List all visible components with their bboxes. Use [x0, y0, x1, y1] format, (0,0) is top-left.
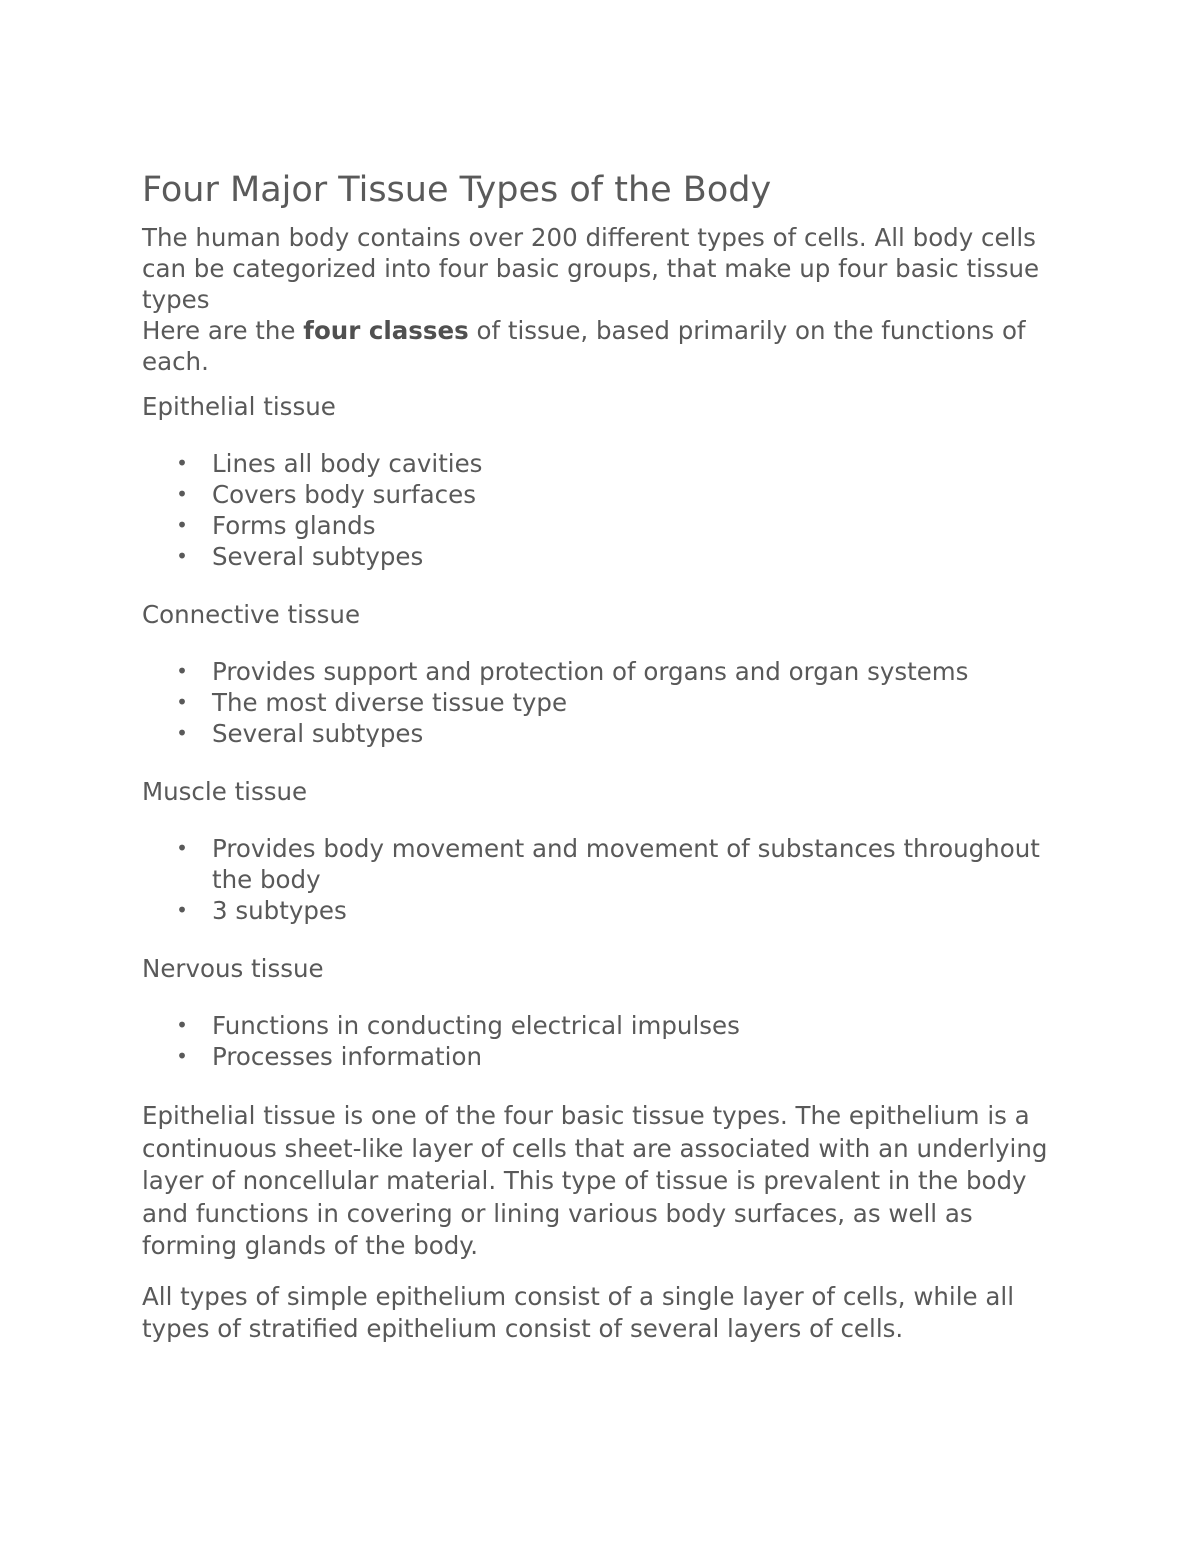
section-heading: Epithelial tissue [142, 392, 336, 421]
page-title: Four Major Tissue Types of the Body [142, 170, 772, 210]
document-page [142, 168, 1062, 1346]
list-item: • Provides support and protection of organs and organ systems [142, 656, 1062, 687]
bullet-list [142, 833, 1062, 926]
section-connective [142, 599, 1062, 749]
bullet-icon: • [176, 690, 188, 714]
bullet-icon: • [176, 659, 188, 683]
list-item: • Provides body movement and movement of substances throughout the body [142, 833, 1062, 895]
body-paragraph-epithelium: Epithelial tissue is one of the four basic tissue types. The epithelium is a continuous sheet-like layer of cells that are associated with an underlying layer of noncellular material. This type of tissue is prevalent in the body and functions in covering or lining various body surfaces, as well as forming glands of the body. [142, 1101, 1048, 1260]
list-item: • The most diverse tissue type [142, 687, 1062, 718]
intro-line-2-pre: Here are the [142, 316, 304, 345]
bullet-icon: • [176, 1013, 188, 1037]
section-heading: Connective tissue [142, 600, 361, 629]
bullet-list [142, 448, 1062, 572]
intro-line-1: The human body contains over 200 different types of cells. All body cells can be categorized into four basic groups, that make up four basic tissue types [142, 223, 1040, 314]
section-heading: Muscle tissue [142, 777, 308, 806]
section-muscle [142, 776, 1062, 926]
bullet-icon: • [176, 482, 188, 506]
intro-bold-four-classes: four classes [303, 316, 469, 345]
list-item: • Covers body surfaces [142, 479, 1062, 510]
bullet-icon: • [176, 721, 188, 745]
body-paragraph-simple-stratified: All types of simple epithelium consist of a single layer of cells, while all types of stratified epithelium consist of several layers of cells. [142, 1281, 1014, 1343]
section-nervous [142, 953, 1062, 1072]
bullet-icon: • [176, 451, 188, 475]
list-item: • Several subtypes [142, 718, 1062, 749]
section-epithelial [142, 391, 1062, 572]
list-item: • Functions in conducting electrical impulses [142, 1010, 1062, 1041]
bullet-icon: • [176, 898, 188, 922]
intro-paragraph [142, 222, 1062, 377]
list-item: • 3 subtypes [142, 895, 1062, 926]
intro-line-2-post: of tissue, based primarily on the functions of each. [142, 316, 1026, 376]
list-item: • Forms glands [142, 510, 1062, 541]
bullet-list [142, 656, 1062, 749]
list-item: • Several subtypes [142, 541, 1062, 572]
list-item: • Processes information [142, 1041, 1062, 1072]
bullet-list [142, 1010, 1062, 1072]
section-heading: Nervous tissue [142, 954, 324, 983]
list-item: • Lines all body cavities [142, 448, 1062, 479]
bullet-icon: • [176, 544, 188, 568]
bullet-icon: • [176, 836, 188, 860]
bullet-icon: • [176, 513, 188, 537]
bullet-icon: • [176, 1044, 188, 1068]
